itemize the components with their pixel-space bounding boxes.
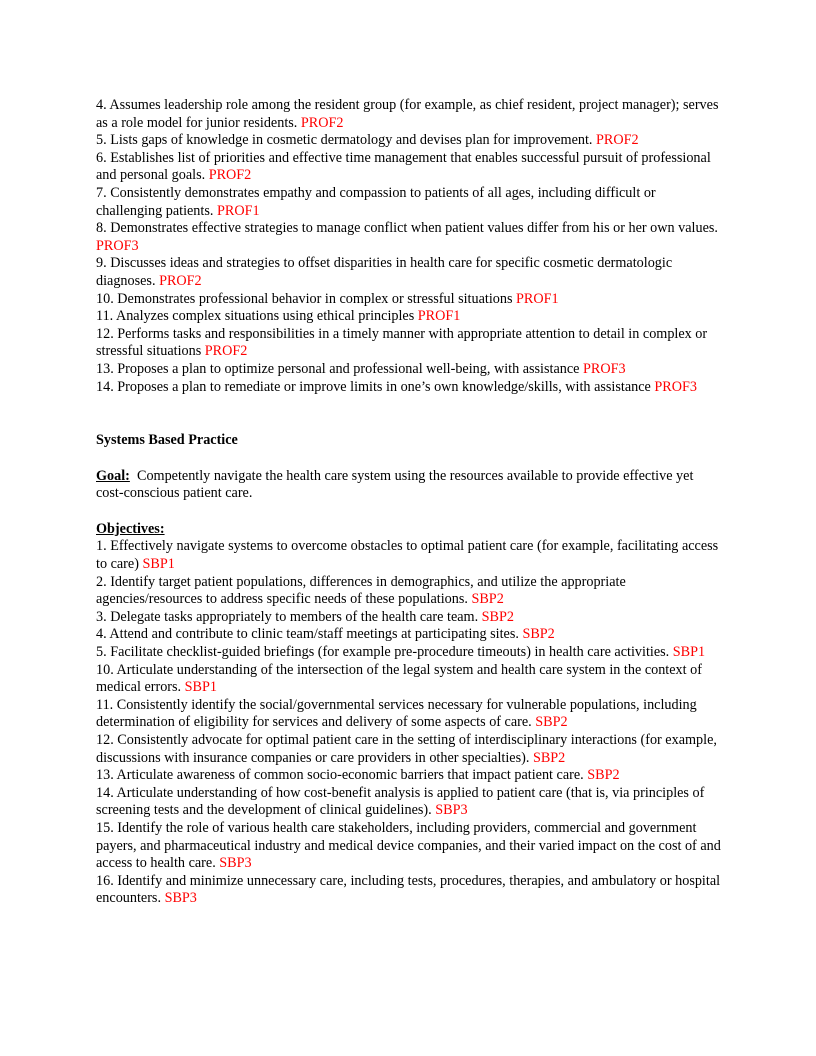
item-text: 13. Articulate awareness of common socio-economic barriers that impact patient care. [96, 767, 584, 784]
goal-text: Competently navigate the health care system using the resources available to provide effective yet cost-conscious patient care. [96, 467, 694, 502]
competency-code: SBP1 [142, 556, 175, 573]
competency-code: PROF3 [96, 237, 139, 254]
competency-code: SBP2 [481, 608, 515, 625]
item-text: 1. Effectively navigate systems to overcome obstacles to optimal patient care (for example, facilitating access to care) [96, 538, 719, 573]
list-item [96, 150, 722, 185]
competency-code: SBP1 [672, 644, 706, 661]
list-item [96, 574, 722, 609]
competency-code: SBP2 [471, 591, 504, 608]
list-item [96, 185, 722, 220]
list-item [96, 538, 722, 573]
item-text: 6. Establishes list of priorities and effective time management that enables successful pursuit of professional and personal goals. [96, 149, 711, 184]
competency-code: SBP3 [164, 890, 197, 907]
list-item [96, 291, 722, 309]
list-item [96, 609, 722, 627]
competency-code: PROF1 [417, 308, 461, 325]
item-text: 13. Proposes a plan to optimize personal and professional well-being, with assistance [96, 360, 580, 377]
competency-code: SBP2 [532, 749, 566, 766]
list-item [96, 132, 722, 150]
competency-code: PROF2 [300, 114, 344, 131]
item-text: 9. Discusses ideas and strategies to offset disparities in health care for specific cosmetic dermatologic diagnoses. [96, 255, 673, 289]
competency-code: PROF2 [596, 132, 639, 149]
list-item [96, 662, 722, 697]
competency-code: SBP3 [435, 802, 468, 819]
item-text: 7. Consistently demonstrates empathy and compassion to patients of all ages, including difficult or challenging patients. [96, 184, 656, 219]
list-item [96, 785, 722, 820]
section-heading: Systems Based Practice [96, 432, 238, 449]
competency-code: PROF3 [583, 360, 626, 377]
list-item [96, 220, 722, 255]
competency-code: SBP2 [522, 626, 555, 643]
item-text: 8. Demonstrates effective strategies to manage conflict when patient values differ from his or her own values. [96, 220, 718, 237]
sbp-objectives-list [96, 538, 722, 907]
objectives-label: Objectives: [96, 520, 165, 537]
competency-code: PROF2 [208, 167, 252, 184]
item-text: 11. Consistently identify the social/governmental services necessary for vulnerable populations, including determination of eligibility for services and delivery of some aspects of care. [96, 696, 697, 731]
list-item [96, 97, 722, 132]
item-text: 12. Consistently advocate for optimal patient care in the setting of interdisciplinary interactions (for example, discussions with insurance companies or care providers in other specialties). [96, 732, 717, 766]
competency-code: PROF1 [216, 202, 260, 219]
item-text: 12. Performs tasks and responsibilities in a timely manner with appropriate attention to detail in complex or stressful situations [96, 325, 708, 360]
list-item [96, 732, 722, 767]
item-text: 4. Assumes leadership role among the resident group (for example, as chief resident, project manager); serves as a role model for junior residents. [96, 97, 719, 131]
competency-code: PROF2 [159, 272, 202, 289]
list-item [96, 379, 722, 397]
list-item [96, 255, 722, 290]
competency-code: PROF3 [654, 378, 697, 395]
list-item [96, 767, 722, 785]
goal-label: Goal: [96, 467, 130, 484]
item-text: 5. Lists gaps of knowledge in cosmetic dermatology and devises plan for improvement. [96, 132, 593, 149]
list-item [96, 697, 722, 732]
competency-code: SBP2 [587, 767, 620, 784]
item-text: 3. Delegate tasks appropriately to members of the health care team. [96, 608, 479, 625]
item-text: 5. Facilitate checklist-guided briefings (for example pre-procedure timeouts) in health care activities. [96, 644, 670, 661]
document-page [96, 97, 722, 908]
prof-objectives-list [96, 97, 722, 396]
item-text: 15. Identify the role of various health care stakeholders, including providers, commercial and government payers, and pharmaceutical industry and medical device companies, and their varied impact on the cost of and access to health care. [96, 819, 721, 872]
list-item [96, 308, 722, 326]
item-text: 11. Analyzes complex situations using ethical principles [96, 308, 415, 325]
list-item [96, 361, 722, 379]
list-item [96, 626, 722, 644]
competency-code: PROF1 [516, 290, 559, 307]
competency-code: PROF2 [204, 343, 248, 360]
list-item [96, 873, 722, 908]
item-text: 2. Identify target patient populations, differences in demographics, and utilize the appropriate agencies/resources to address specific needs of these populations. [96, 573, 626, 608]
list-item [96, 820, 722, 873]
item-text: 10. Demonstrates professional behavior in complex or stressful situations [96, 290, 513, 307]
item-text: 10. Articulate understanding of the intersection of the legal system and health care system in the context of medical errors. [96, 661, 702, 696]
item-text: 16. Identify and minimize unnecessary care, including tests, procedures, therapies, and ambulatory or hospital encounters. [96, 872, 721, 907]
item-text: 14. Articulate understanding of how cost-benefit analysis is applied to patient care (that is, via principles of screening tests and the development of clinical guidelines). [96, 784, 705, 819]
competency-code: SBP3 [219, 855, 252, 872]
goal-paragraph [96, 468, 722, 503]
list-item [96, 326, 722, 361]
item-text: 4. Attend and contribute to clinic team/staff meetings at participating sites. [96, 626, 519, 643]
competency-code: SBP1 [184, 679, 217, 696]
item-text: 14. Proposes a plan to remediate or improve limits in one’s own knowledge/skills, with assistance [96, 378, 651, 395]
competency-code: SBP2 [535, 714, 568, 731]
list-item [96, 644, 722, 662]
